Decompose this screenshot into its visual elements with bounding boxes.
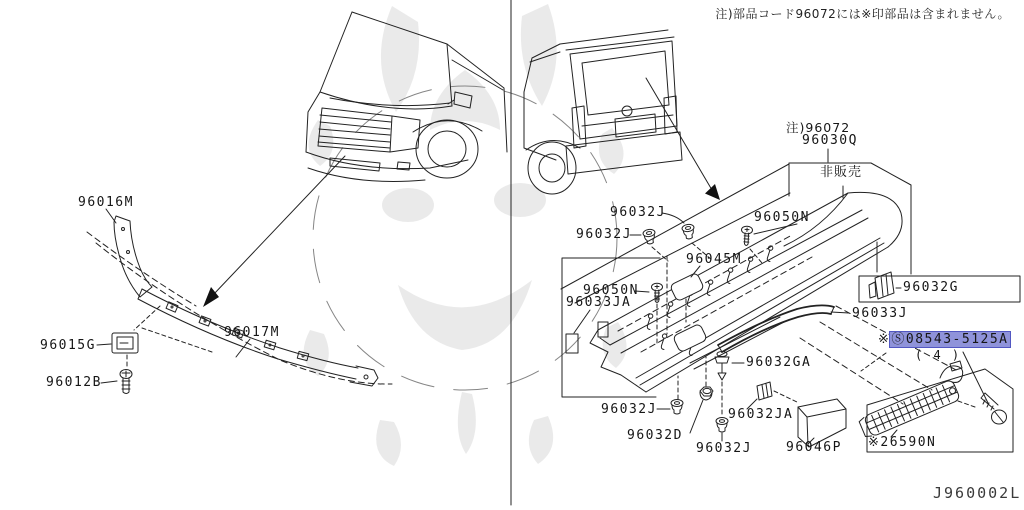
part-label-96033JA: 96033JA — [566, 295, 632, 310]
part-label-96016M: 96016M — [78, 195, 134, 210]
grommet-96032J-2 — [643, 229, 657, 245]
part-label-96017M: 96017M — [224, 325, 280, 340]
part-label-96032G: 96032G — [903, 280, 959, 295]
part-label-96032GA: 96032GA — [746, 355, 812, 370]
part-label-96033J: 96033J — [852, 306, 908, 321]
grommet-96032J-1 — [682, 224, 696, 240]
screw-96050N-1 — [741, 226, 753, 246]
highlighted-part-row — [878, 333, 1010, 347]
part-label-96032J-3: 96032J — [601, 402, 657, 417]
part-label-26590N: ※26590N — [868, 435, 937, 450]
front-spoiler-strip-diagram — [87, 216, 392, 394]
part-label-96032JA: 96032JA — [728, 407, 794, 422]
grommet-96032J-4 — [716, 418, 728, 433]
front-panel-arrow — [203, 156, 345, 307]
diagram-code: J960002L — [933, 484, 1022, 502]
part-label-96050N-1: 96050N — [754, 210, 810, 225]
clip-96032JA — [757, 382, 772, 400]
qty-label: ( 4 ) — [915, 348, 962, 362]
not-for-sale-label: 非販売 — [820, 165, 863, 180]
screw-96012B — [120, 370, 132, 394]
part-label-96032J-4: 96032J — [696, 441, 752, 456]
grommet-96032J-3 — [671, 400, 683, 415]
part-label-96050N-2: 96050N — [583, 283, 639, 298]
note-ref-96072: 注)96072 — [786, 120, 851, 135]
part-label-96012B: 96012B — [46, 375, 102, 390]
nut-96032D — [700, 387, 713, 400]
part-label-08543-5125A[interactable]: Ⓢ08543-5125A — [891, 332, 1009, 347]
part-label-96032D: 96032D — [627, 428, 683, 443]
stop-lamp-26590N — [858, 361, 963, 439]
part-label-96032J-1: 96032J — [610, 205, 666, 220]
part-label-96045M: 96045M — [686, 252, 742, 267]
stud-96032GA — [715, 352, 729, 381]
asterisk-marker: ※ — [878, 332, 891, 347]
rear-panel-arrow — [646, 78, 720, 200]
part-label-96030Q: 96030Q — [802, 133, 858, 148]
part-label-96015G: 96015G — [40, 338, 96, 353]
header-note: 注)部品コード96072には※印部品は含まれません。 — [715, 7, 1010, 21]
part-label-96046P: 96046P — [786, 440, 842, 455]
part-label-96032J-2: 96032J — [576, 227, 632, 242]
